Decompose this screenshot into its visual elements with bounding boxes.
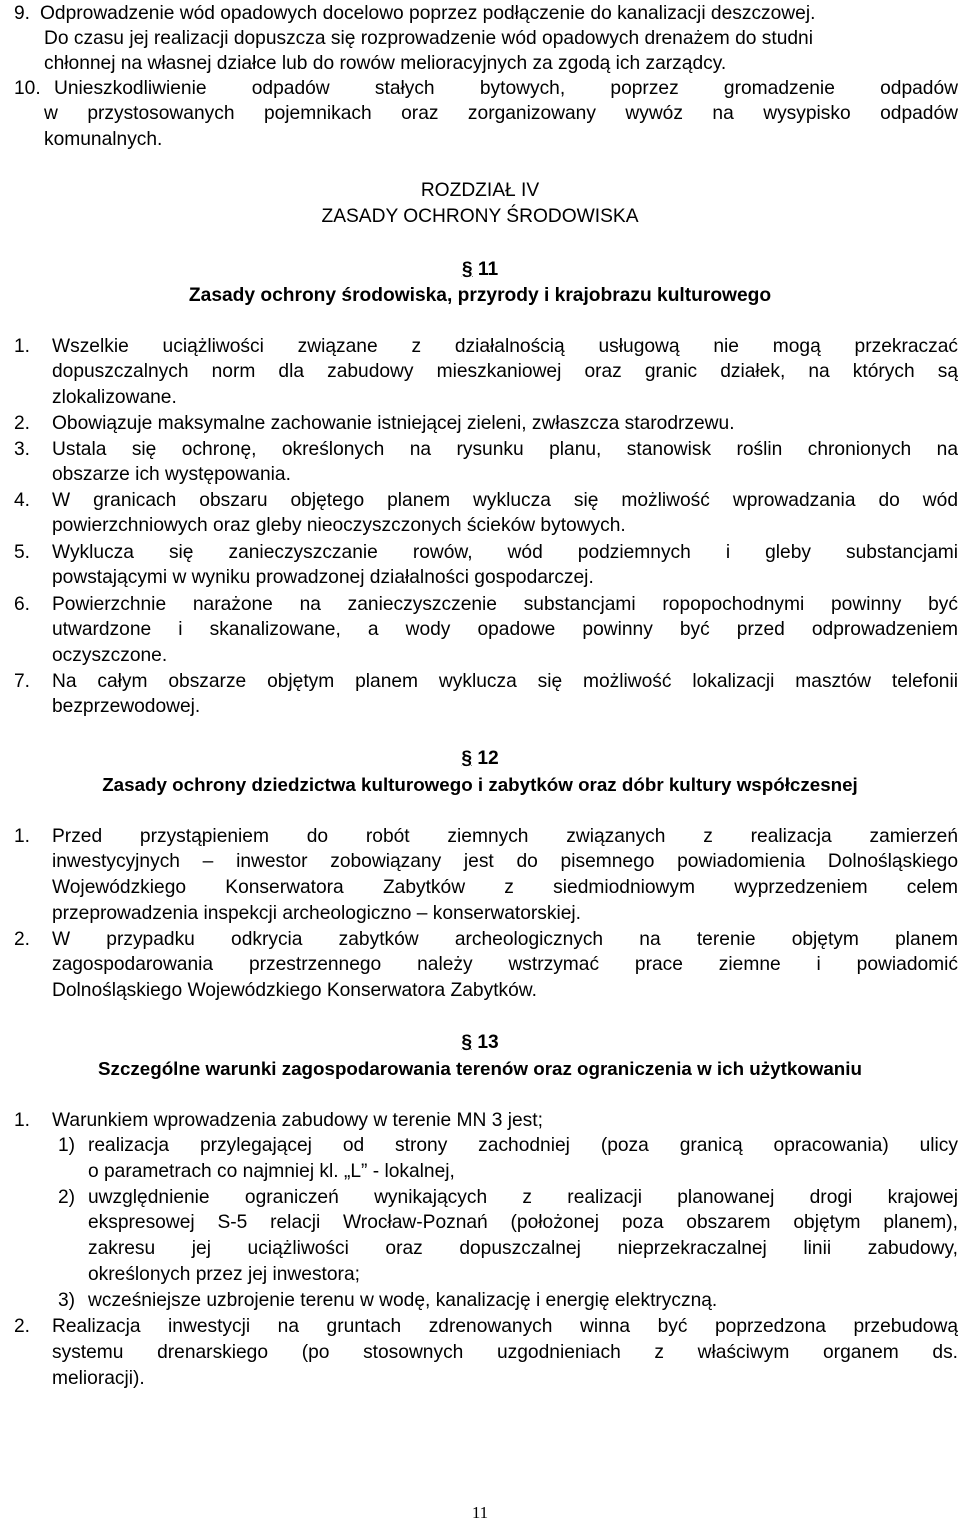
chapter-title: ZASADY OCHRONY ŚRODOWISKA — [321, 206, 639, 227]
item-text-line: W przypadku odkrycia zabytków archeologicznych na terenie objętym planem — [52, 929, 958, 950]
item-text-line: powierzchniowych oraz gleby nieoczyszczonych ścieków bytowych. — [52, 515, 626, 536]
item-text-line: komunalnych. — [44, 129, 163, 150]
section-number: 13 — [477, 1032, 499, 1053]
item-text-line: Dolnośląskiego Wojewódzkiego Konserwatora Zabytków. — [52, 980, 537, 1001]
item-text-line: w przystosowanych pojemnikach oraz zorganizowany wywóz na wysypisko odpadów — [44, 103, 958, 124]
item-number: 6. — [14, 594, 31, 615]
item-text-line: Przed przystąpieniem do robót ziemnych związanych z realizacja zamierzeń — [52, 826, 958, 847]
item-text-line: Powierzchnie narażone na zanieczyszczenie substancjami ropopochodnymi powinny być — [52, 594, 958, 615]
item-text-line: Obowiązuje maksymalne zachowanie istniejącej zieleni, zwłaszcza starodrzewu. — [52, 413, 735, 434]
chapter-heading: ROZDZIAŁ IV — [420, 180, 540, 201]
section-13-title: Szczególne warunki zagospodarowania terenów oraz ograniczenia w ich użytkowaniu — [98, 1058, 862, 1079]
section-number: 11 — [477, 259, 499, 280]
subitem-text-line: ekspresowej S-5 relacji Wrocław-Poznań (położonej poza obszarem objętym planem), — [88, 1212, 958, 1233]
item-text-line: Realizacja inwestycji na gruntach zdrenowanych winna być poprzedzona przebudową — [52, 1316, 958, 1337]
item-number: 7. — [14, 671, 31, 692]
item-number: 3. — [14, 439, 31, 460]
subitem-text-line: określonych przez jej inwestora; — [88, 1264, 360, 1285]
item-number: 2. — [14, 413, 31, 434]
subitem-number: 2) — [58, 1187, 76, 1208]
document-page: 9. Odprowadzenie wód opadowych docelowo poprzez podłączenie do kanalizacji deszczowej. Do czasu jej realizacji dopuszcza się rozprowadzenie wód opadowych drenażem do studni chłonnej na własnej działce lub do rowów melioracyjnych za zgodą ich zarządcy. 10. Unieszkodliwienie odpadów stałych bytowych, poprzez gromadzenie odpadów w przystosowanych pojemnikach oraz zorganizowany wywóz na wysypisko odpadów komunalnych. ROZDZIAŁ IV ZASADY OCHRONY ŚRODOWISKA § 11 Zasady ochrony środowiska, przyrody i krajobrazu kulturowego 1. Wszelkie uciążliwości związane z działalnością usługową nie mogą przekraczać dopuszczalnych norm dla zabudowy mieszkaniowej oraz granic działek, na których są zlokalizowane. 2. Obowiązuje maksymalne zachowanie istniejącej zieleni, zwłaszcza starodrzewu. 3. Ustala się ochronę, określonych na rysunku planu, stanowisk roślin chronionych na obszarze ich występowania. 4. W granicach obszaru objętego planem wyklucza się możliwość wprowadzania do wód powierzchniowych oraz gleby nieoczyszczonych ścieków bytowych. 5. Wyklucza się zanieczyszczanie rowów, wód podziemnych i gleby substancjami powstającymi w wyniku prowadzonej działalności gospodarczej. 6. Powierzchnie narażone na zanieczyszczenie substancjami ropopochodnymi powinny być utwardzone i skanalizowane, a wody opadowe powinny być przed odprowadzeniem oczyszczone. 7. Na całym obszarze objętym planem wyklucza się możliwość lokalizacji masztów telefonii bezprzewodowej. § 12 Zasady ochrony dziedzictwa kulturowego i zabytków oraz dóbr kultury współczesnej 1. Przed przystąpieniem do robót ziemnych związanych z realizacja zamierzeń inwestycyjnych – inwestor zobowiązany jest do pisemnego powiadomienia Dolnośląskiego Wojewódzkiego Konserwatora Zabytków z siedmiodniowym wyprzedzeniem celem przeprowadzenia inspekcji archeologiczno – konserwatorskiej. 2. W przypadku odkrycia zabytków archeologicznych na terenie objętym planem zagospodarowania przestrzennego należy wstrzymać prace ziemne i powiadomić Dolnośląskiego Wojewódzkiego Konserwatora Zabytków. § 13 Szczególne warunki zagospodarowania terenów oraz ograniczenia w ich użytkowaniu 1. Warunkiem wprowadzenia zabudowy w terenie MN 3 jest; 1) realizacja przylegającej od strony zachodniej (poza granicą opracowania) ulicy o parametrach co najmniej kl. „L” - lokalnej, 2) uwzględnienie ograniczeń wynikających z realizacji planowanej drogi krajowej ekspresowej S-5 relacji Wrocław-Poznań (położonej poza obszarem objętym planem), zakresu jej uciążliwości oraz dopuszczalnej nieprzekraczalnej linii zabudowy, określonych przez jej inwestora; 3) wcześniejsze uzbrojenie terenu w wodę, kanalizację i energię elektryczną. 2. Realizacja inwestycji na gruntach zdrenowanych winna być poprzedzona przebudową systemu drenarskiego (po stosownych uzgodnieniach z właściwym organem ds. melioracji). 11 — [0, 0, 960, 1524]
item-text-line: Wojewódzkiego Konserwatora Zabytków z siedmiodniowym wyprzedzeniem celem — [52, 877, 958, 898]
item-text-line: Unieszkodliwienie odpadów stałych bytowych, poprzez gromadzenie odpadów — [54, 78, 958, 99]
item-text-line: bezprzewodowej. — [52, 696, 201, 717]
section-11-number — [0, 257, 960, 283]
item-text-line: przeprowadzenia inspekcji archeologiczno – konserwatorskiej. — [52, 903, 581, 924]
item-text-line: Warunkiem wprowadzenia zabudowy w terenie MN 3 jest; — [52, 1110, 543, 1131]
item-text-line: Wyklucza się zanieczyszczanie rowów, wód podziemnych i gleby substancjami — [52, 542, 958, 563]
section-11-title: Zasady ochrony środowiska, przyrody i krajobrazu kulturowego — [188, 285, 772, 306]
item-text-line: oczyszczone. — [52, 645, 168, 666]
item-text-line: Do czasu jej realizacji dopuszcza się rozprowadzenie wód opadowych drenażem do studni — [44, 28, 813, 49]
item-text-line: melioracji). — [52, 1368, 145, 1389]
section-symbol: § — [461, 748, 472, 769]
item-number: 10. — [14, 78, 41, 99]
item-text-line: Odprowadzenie wód opadowych docelowo poprzez podłączenie do kanalizacji deszczowej. — [40, 3, 816, 24]
item-text-line: zagospodarowania przestrzennego należy wstrzymać prace ziemne i powiadomić — [52, 954, 958, 975]
section-12-number — [0, 746, 960, 772]
item-number: 1. — [14, 1110, 31, 1131]
subitem-text-line: zakresu jej uciążliwości oraz dopuszczalnej nieprzekraczalnej linii zabudowy, — [88, 1238, 958, 1259]
item-text-line: Wszelkie uciążliwości związane z działalnością usługową nie mogą przekraczać — [52, 336, 958, 357]
item-text-line: W granicach obszaru objętego planem wyklucza się możliwość wprowadzania do wód — [52, 490, 958, 511]
item-number: 2. — [14, 929, 31, 950]
subitem-text-line: uwzględnienie ograniczeń wynikających z realizacji planowanej drogi krajowej — [88, 1187, 958, 1208]
item-number: 4. — [14, 490, 31, 511]
item-text-line: systemu drenarskiego (po stosownych uzgodnieniach z właściwym organem ds. — [52, 1342, 958, 1363]
item-number: 1. — [14, 826, 31, 847]
section-12-title: Zasady ochrony dziedzictwa kulturowego i zabytków oraz dóbr kultury współczesnej — [102, 774, 858, 795]
page-number: 11 — [471, 1503, 489, 1522]
section-number: 12 — [477, 748, 499, 769]
item-text-line: Ustala się ochronę, określonych na rysunku planu, stanowisk roślin chronionych na — [52, 439, 958, 460]
item-number: 9. — [14, 3, 31, 24]
item-text-line: chłonnej na własnej działce lub do rowów melioracyjnych za zgodą ich zarządcy. — [44, 53, 727, 74]
item-text-line: utwardzone i skanalizowane, a wody opadowe powinny być przed odprowadzeniem — [52, 619, 958, 640]
subitem-number: 1) — [58, 1135, 76, 1156]
item-text-line: powstającymi w wyniku prowadzonej działalności gospodarczej. — [52, 567, 594, 588]
item-number: 1. — [14, 336, 31, 357]
item-text-line: dopuszczalnych norm dla zabudowy mieszkaniowej oraz granic działek, na których są — [52, 361, 958, 382]
item-text-line: inwestycyjnych – inwestor zobowiązany jest do pisemnego powiadomienia Dolnośląskiego — [52, 851, 958, 872]
item-text-line: Na całym obszarze objętym planem wyklucza się możliwość lokalizacji masztów telefonii — [52, 671, 958, 692]
section-symbol: § — [461, 259, 473, 280]
section-13-number — [0, 1030, 960, 1056]
item-number: 5. — [14, 542, 31, 563]
section-symbol: § — [461, 1032, 472, 1053]
subitem-text-line: realizacja przylegającej od strony zachodniej (poza granicą opracowania) ulicy — [88, 1135, 958, 1156]
item-number: 2. — [14, 1316, 31, 1337]
subitem-text-line: wcześniejsze uzbrojenie terenu w wodę, kanalizację i energię elektryczną. — [88, 1290, 718, 1311]
item-text-line: obszarze ich występowania. — [52, 464, 291, 485]
subitem-number: 3) — [58, 1290, 76, 1311]
subitem-text-line: o parametrach co najmniej kl. „L” - lokalnej, — [88, 1161, 455, 1182]
